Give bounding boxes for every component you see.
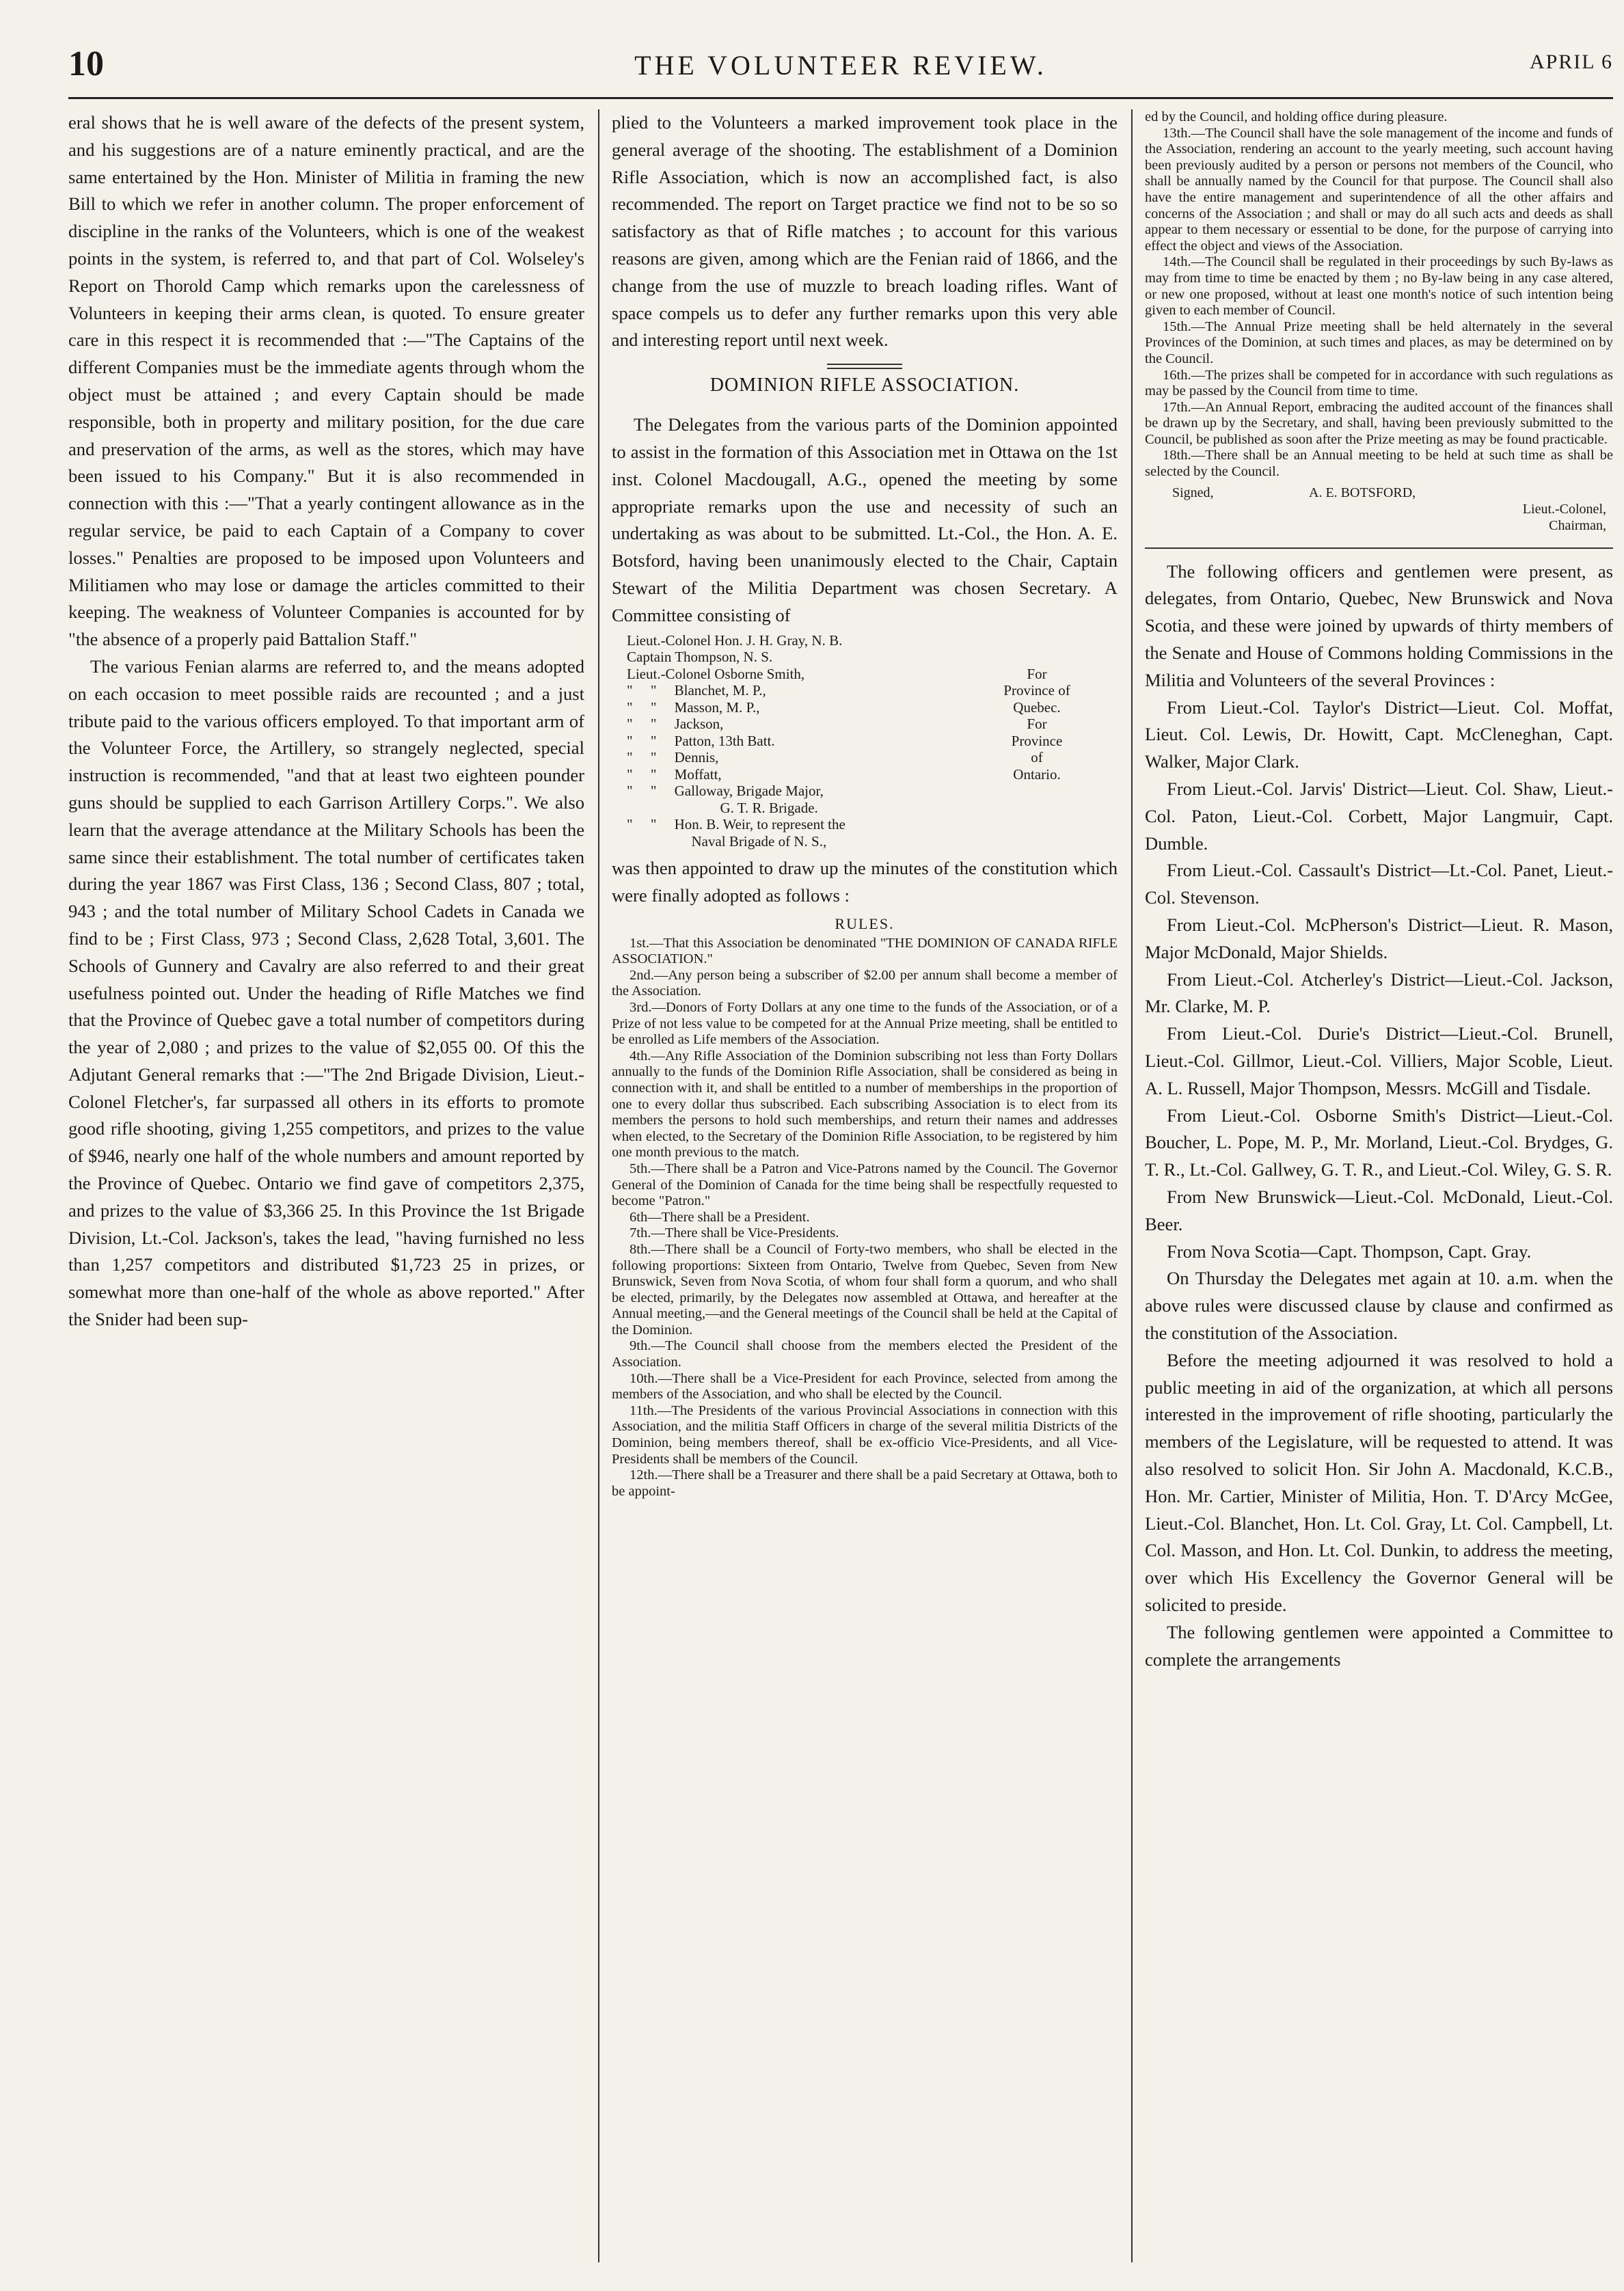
delegate-paragraph: From Lieut.-Col. Durie's District—Lieut.-Col. Brunell, Lieut.-Col. Gillmor, Lieut.-Col. Villiers, Major Scoble, Lieut. A. L. Russell, Major Thompson, Messrs. McGill and Tisdale. xyxy=(1145,1023,1613,1098)
rule-item: 5th.—There shall be a Patron and Vice-Patrons named by the Council. The Governor General of the Dominion of Canada for the time being shall be respectfully requested to become "Patron." xyxy=(612,1161,1118,1209)
rule-item: 9th.—The Council shall choose from the members elected the President of the Association. xyxy=(612,1338,1118,1370)
rule-item: ed by the Council, and holding office during pleasure. xyxy=(1145,109,1448,124)
delegate-paragraph: From Nova Scotia—Capt. Thompson, Capt. Gray. xyxy=(1167,1241,1532,1262)
committee-row xyxy=(627,666,1118,683)
rules-list-continued xyxy=(1145,109,1613,480)
rule-item: 13th.—The Council shall have the sole management of the income and funds of the Association, rendering an account to the yearly meeting, such account having been previously audited by a person or persons not members of the Council, who shall be annually named by the Council for that purpose. The Council shall also have the entire management and superintendence of all the other affairs and concerns of the Association ; and shall or may do all such acts and deeds as shall appear to them necessary or essential to be done, for the purpose of carrying into effect the object and views of the Association. xyxy=(1145,125,1613,254)
committee-member: " " Blanchet, M. P., xyxy=(627,682,766,699)
committee-member: G. T. R. Brigade. xyxy=(627,799,818,816)
delegate-paragraph: From New Brunswick—Lieut.-Col. McDonald, Lieut.-Col. Beer. xyxy=(1145,1186,1613,1234)
delegate-paragraph: From Lieut.-Col. Cassault's District—Lt.-Col. Panet, Lieut.-Col. Stevenson. xyxy=(1145,860,1613,908)
delegate-paragraph: The following officers and gentlemen were present, as delegates, from Ontario, Quebec, New Brunswick and Nova Scotia, and these were joined by upwards of thirty members of the Senate and House of Commons holding Commissions in the Militia and Volunteers of the several Provinces : xyxy=(1145,560,1613,690)
rule-item: 8th.—There shall be a Council of Forty-two members, who shall be elected in the following proportions: Sixteen from Ontario, Twelve from Quebec, Seven from New Brunswick, Seven from Nova Scotia, of whom four shall form a quorum, and who shall be elected, primarily, by the Delegates now assembled at Ottawa, and hereafter at the Annual meeting,—and the General meetings of the Council shall be held at the Capital of the Dominion. xyxy=(612,1241,1118,1338)
committee-province: Province xyxy=(1011,732,1063,749)
rule-item: 14th.—The Council shall be regulated in their proceedings by such By-laws as may from time to time be enacted by them ; no By-law being in any case altered, or new one proposed, without at least one month's notice of such intention being given to each member of Council. xyxy=(1145,254,1613,318)
committee-province xyxy=(969,833,1105,850)
article-paragraph: plied to the Volunteers a marked improvement took place in the general average of the shooting. The establishment of a Dominion Rifle Association, which is now an accomplished fact, is also recommended. The report on Target practice we find not to be so so satisfactory as that of Rifle matches ; to account for this various reasons are given, among which are the Fenian raid of 1866, and the change from the use of muzzle to breach loading rifles. Want of space compels us to defer any further remarks upon this very able and interesting report until next week. xyxy=(612,112,1118,351)
committee-province: Ontario. xyxy=(1013,765,1061,783)
article-paragraph: eral shows that he is well aware of the defects of the present system, and his suggestions are of a nature eminently practical, and are the same entertained by the Hon. Minister of Militia in framing the new Bill to which we refer in another column. The proper enforcement of discipline in the ranks of the Volunteers, which is one of the weakest points in the system, is referred to, and that part of Col. Wolseley's Report on Thorold Camp which remarks upon the carelessness of Volunteers in keeping their arms clean, is quoted. To ensure greater care in this respect it is recommended that :—"The Captains of the different Companies must be the immediate agents through whom the object must be attained ; and every Captain should be made responsible, both in property and military position, for the due care and preservation of the arms, as well as the stores, which may have been issued to his Company." But it is also recommended in connection with this :—"That a yearly contingent allowance as in the regular service, be paid to each Captain of a Company to cover losses." Penalties are proposed to be imposed upon Volunteers and Militiamen who may lose or damage the articles committed to their keeping. The weakness of Volunteer Companies is accounted for by "the absence of a properly paid Battalion Staff." xyxy=(68,112,584,650)
committee-province: Province of xyxy=(1003,682,1070,699)
delegate-paragraph: From Lieut.-Col. Taylor's District—Lieut. Col. Moffat, Lieut. Col. Lewis, Dr. Howitt, Capt. McCleneghan, Capt. Walker, Major Clark. xyxy=(1145,696,1613,772)
section-title: DOMINION RIFLE ASSOCIATION. xyxy=(709,375,1020,396)
committee-member: " " Moffatt, xyxy=(627,765,722,783)
rule-item: 10th.—There shall be a Vice-President for each Province, selected from among the members of the Association, and who shall be elected by the Council. xyxy=(612,1370,1118,1402)
committee-member: Lieut.-Colonel Osborne Smith, xyxy=(627,665,805,682)
committee-province: Quebec. xyxy=(1013,699,1061,716)
rule-item: 12th.—There shall be a Treasurer and there shall be a paid Secretary at Ottawa, both to be appoint- xyxy=(612,1467,1118,1499)
committee-member: Captain Thompson, N. S. xyxy=(627,649,773,666)
committee-row xyxy=(627,749,1118,766)
committee-row xyxy=(627,833,1118,850)
committee-province: of xyxy=(1031,749,1043,766)
committee-province: For xyxy=(1027,716,1047,733)
page-number: 10 xyxy=(68,44,104,83)
committee-province: For xyxy=(1027,665,1047,682)
delegates-list xyxy=(1145,558,1613,1674)
column-1 xyxy=(68,109,584,1333)
rule-item: 6th—There shall be a President. xyxy=(630,1209,810,1225)
article-paragraph: The various Fenian alarms are referred to, and the means adopted on each occasion to meet possible raids are recounted ; and a just tribute paid to the various officers employed. To that important arm of the Volunteer Force, the Artillery, so strangely neglected, special instruction is recommended, "and that at least two eighteen pounder guns should be supplied to each Garrison Artillery Corps.". We also learn that the average attendance at the Military Schools has been the same since their establishment. The total number of certificates taken during the year 1867 was First Class, 136 ; Second Class, 807 ; total, 943 ; and the total number of Military School Cadets in Canada we find to be ; First Class, 973 ; Second Class, 2,628 Total, 3,601. The Schools of Gunnery and Cavalry are also referred to and their great usefulness pointed out. Under the heading of Rifle Matches we find that the Province of Quebec gave a total number of competitors during the year of 2,080 ; and prizes to the value of $2,055 00. Of this the Adjutant General remarks that :—"The 2nd Brigade Division, Lieut.-Colonel Fletcher's, far surpassed all others in its efforts to promote good rifle shooting, giving 1,255 competitors, and prizes to the value of $946, nearly one half of the whole numbers and amount reported by the Province of Quebec. Ontario we find gave of competitors 2,375, and prizes to the value of $3,366 25. In this Province the 1st Brigade Division, Lt.-Col. Jackson's, takes the lead, "having furnished no less than 1,257 competitors and distributed $1,723 25 in prizes, or somewhat more than one-half of the whole as above reported." After the Snider had been sup- xyxy=(68,655,584,1330)
committee-member: " " Patton, 13th Batt. xyxy=(627,732,775,749)
issue-date: APRIL 6 xyxy=(1529,51,1613,73)
delegate-paragraph: Before the meeting adjourned it was resolved to hold a public meeting in aid of the organization, at which all persons interested in the improvement of rifle shooting, particularly the members of the Legislature, will be requested to attend. It was also resolved to solicit Hon. Sir John A. Macdonald, K.C.B., Hon. Mr. Cartier, Minister of Militia, Hon. T. D'Arcy McGee, Lieut.-Col. Blanchet, Hon. Lt. Col. Gray, Lt. Col. Campbell, Lt. Col. Masson, and Hon. Lt. Col. Dunkin, to address the meeting, over which His Excellency the Governor General will be solicited to preside. xyxy=(1145,1349,1613,1615)
committee-province xyxy=(969,649,1105,666)
signed-label: Signed, xyxy=(1172,485,1214,500)
rule-item: 16th.—The prizes shall be competed for in accordance with such regulations as may be passed by the Council from time to time. xyxy=(1145,367,1613,399)
rule-item: 18th.—There shall be an Annual meeting to be held at such time as shall be selected by the Council. xyxy=(1145,448,1613,480)
delegate-paragraph: From Lieut.-Col. Osborne Smith's District—Lieut.-Col. Boucher, L. Pope, M. P., Mr. Morland, Lieut.-Col. Brydges, G. T. R., Lt.-Col. Gallwey, G. T. R., and Lieut.-Col. Wiley, G. S. R. xyxy=(1145,1104,1613,1180)
signature-block xyxy=(1145,485,1613,534)
column-2 xyxy=(612,109,1118,1500)
rule-item: 1st.—That this Association be denominated "THE DOMINION OF CANADA RIFLE ASSOCIATION." xyxy=(612,935,1118,967)
rule-item: 17th.—An Annual Report, embracing the audited account of the finances shall be drawn up by the Secretary, and shall, having been previously submitted to the Council, be published as soon after the Prize meeting as may be found practicable. xyxy=(1145,399,1613,447)
delegate-paragraph: The following gentlemen were appointed a Committee to complete the arrangements xyxy=(1145,1621,1613,1670)
delegate-paragraph: From Lieut.-Col. McPherson's District—Lieut. R. Mason, Major McDonald, Major Shields. xyxy=(1145,914,1613,962)
committee-member: " " Galloway, Brigade Major, xyxy=(627,783,824,800)
committee-row xyxy=(627,699,1118,716)
signed-title: Chairman, xyxy=(1549,517,1606,533)
column-rule xyxy=(1131,109,1133,2262)
column-rule xyxy=(598,109,599,2262)
committee-list xyxy=(627,632,1118,850)
article-paragraph: was then appointed to draw up the minutes of the constitution which were finally adopted as follows : xyxy=(612,858,1118,906)
rule-item: 2nd.—Any person being a subscriber of $2.00 per annum shall become a member of the Association. xyxy=(612,967,1118,999)
rule-item: 3rd.—Donors of Forty Dollars at any one time to the funds of the Association, or of a Prize of not less value to be competed for at the Annual Prize meeting, shall be entitled to be enrolled as Life members of the Association. xyxy=(612,1000,1118,1048)
page-header xyxy=(68,41,1613,99)
delegate-paragraph: On Thursday the Delegates met again at 10. a.m. when the above rules were discussed clause by clause and confirmed as the constitution of the Association. xyxy=(1145,1268,1613,1343)
signed-rank: Lieut.-Colonel, xyxy=(1522,501,1606,517)
masthead-title: THE VOLUNTEER REVIEW. xyxy=(634,50,1047,81)
rule-item: 7th.—There shall be Vice-Presidents. xyxy=(630,1225,839,1241)
delegate-paragraph: From Lieut.-Col. Atcherley's District—Lieut.-Col. Jackson, Mr. Clarke, M. P. xyxy=(1145,968,1613,1017)
rules-list xyxy=(612,936,1118,1500)
committee-province xyxy=(969,800,1105,817)
rule-item: 11th.—The Presidents of the various Provincial Associations in connection with this Association, and the militia Staff Officers in charge of the several militia Districts of the Dominion, being members thereof, shall be ex-officio Vice-Presidents, and all Vice-Presidents shall be members of the Council. xyxy=(612,1402,1118,1467)
committee-row xyxy=(627,682,1118,699)
committee-row xyxy=(627,783,1118,800)
signed-name: A. E. BOTSFORD, xyxy=(1309,485,1416,500)
committee-row xyxy=(627,632,1118,649)
section-divider xyxy=(1145,547,1613,549)
rule-item: 15th.—The Annual Prize meeting shall be held alternately in the several Provinces of the Dominion, at such times and places, as may be determined on by the Council. xyxy=(1145,318,1613,366)
committee-row xyxy=(627,649,1118,666)
committee-member: " " Jackson, xyxy=(627,716,724,733)
committee-row xyxy=(627,816,1118,833)
committee-province xyxy=(969,783,1105,800)
committee-member: " " Dennis, xyxy=(627,749,719,766)
committee-member: Lieut.-Colonel Hon. J. H. Gray, N. B. xyxy=(627,632,843,649)
article-paragraph: The Delegates from the various parts of the Dominion appointed to assist in the formation of this Association met in Ottawa on the 1st inst. Colonel Macdougall, A.G., opened the meeting by some appropriate remarks upon the use and necessity of such an undertaking as was about to be submitted. Lt.-Col., the Hon. A. E. Botsford, having been unanimously elected to the Chair, Captain Stewart of the Militia Department was chosen Secretary. A Committee consisting of xyxy=(612,414,1118,625)
committee-row xyxy=(627,800,1118,817)
committee-row xyxy=(627,766,1118,783)
rules-title: RULES. xyxy=(835,914,895,932)
rule-item: 4th.—Any Rifle Association of the Dominion subscribing not less than Forty Dollars annually to the funds of the Dominion Rifle Association, shall be considered as being in connection with it, and shall be entitled to a number of memberships in the proportion of one to every dollar thus subscribed. Each subscribing Association is to elect from its members the persons to hold such memberships, and return their names and addresses when elected, to the Secretary of the Dominion Rifle Association, to be registered by him one month previous to the match. xyxy=(612,1048,1118,1161)
delegate-paragraph: From Lieut.-Col. Jarvis' District—Lieut. Col. Shaw, Lieut.-Col. Paton, Lieut.-Col. Corbett, Major Langmuir, Capt. Dumble. xyxy=(1145,778,1613,854)
committee-row xyxy=(627,716,1118,733)
committee-member: " " Hon. B. Weir, to represent the xyxy=(627,816,845,833)
committee-province xyxy=(969,816,1105,833)
newspaper-page xyxy=(68,41,1613,2269)
committee-member: " " Masson, M. P., xyxy=(627,699,760,716)
committee-member: Naval Brigade of N. S., xyxy=(627,832,827,850)
committee-row xyxy=(627,733,1118,750)
column-3 xyxy=(1145,109,1613,1673)
committee-province xyxy=(969,632,1105,649)
section-ornament xyxy=(827,364,902,369)
